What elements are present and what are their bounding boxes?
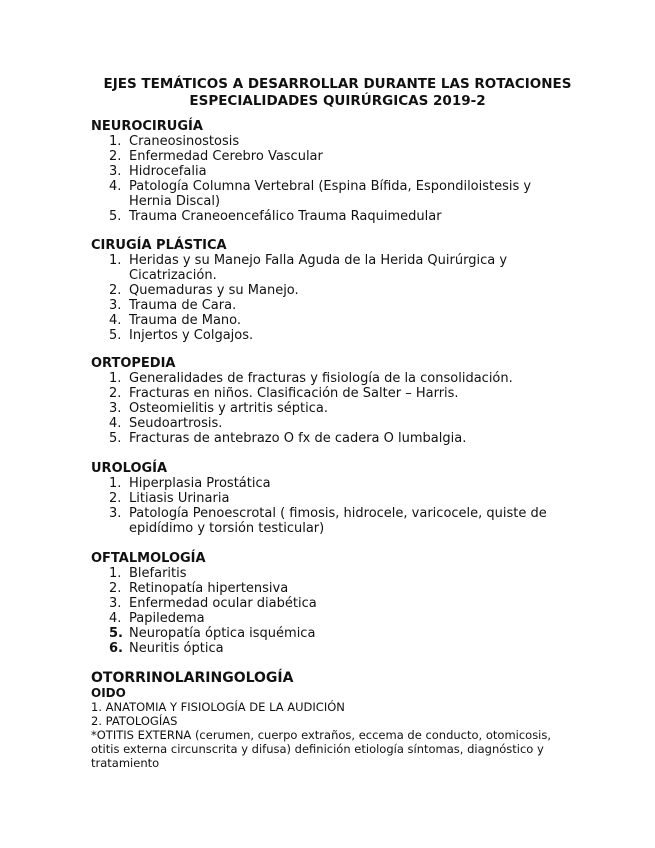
item-text: Enfermedad Cerebro Vascular <box>129 149 323 164</box>
item-text: Papiledema <box>129 611 205 626</box>
list-item <box>91 476 561 491</box>
list-item <box>91 313 561 328</box>
section-oftalmologia <box>91 551 561 656</box>
section-heading: UROLOGÍA <box>91 461 168 476</box>
item-number: 1. <box>109 566 122 581</box>
item-text: Litiasis Urinaria <box>129 491 230 506</box>
item-text: Generalidades de fracturas y fisiología de la consolidación. <box>129 371 513 386</box>
item-text: Fracturas en niños. Clasificación de Salter – Harris. <box>129 386 459 401</box>
section-ortopedia <box>91 356 561 446</box>
section-otorrinolaringologia <box>91 670 571 770</box>
item-number: 1. <box>109 476 122 491</box>
list-item <box>91 506 561 536</box>
list-item <box>91 386 561 401</box>
title-line-1: EJES TEMÁTICOS A DESARROLLAR DURANTE LAS ROTACIONES <box>103 76 572 92</box>
section-heading: OTORRINOLARINGOLOGÍA <box>91 670 294 686</box>
item-number: 3. <box>109 298 122 313</box>
item-number: 2. <box>109 283 122 298</box>
item-number: 3. <box>109 506 122 521</box>
item-number: 3. <box>109 164 122 179</box>
list-item <box>91 641 561 656</box>
item-number: 2. <box>109 581 122 596</box>
item-text: Patología Columna Vertebral (Espina Bífida, Espondiloistesis y Hernia Discal) <box>129 179 532 209</box>
item-number: 1. <box>109 253 122 268</box>
item-number: 1. <box>109 134 122 149</box>
list-item <box>91 371 561 386</box>
item-number: 5. <box>109 431 122 446</box>
item-number: 1. <box>109 371 122 386</box>
list-item <box>91 283 561 298</box>
section-urologia <box>91 461 561 536</box>
section-heading: OFTALMOLOGÍA <box>91 551 206 566</box>
list-item <box>91 491 561 506</box>
item-text: Injertos y Colgajos. <box>129 328 254 343</box>
list-item <box>91 328 561 343</box>
item-text: Hiperplasia Prostática <box>129 476 271 491</box>
item-number: 3. <box>109 401 122 416</box>
list-item <box>91 626 561 641</box>
item-text: Seudoartrosis. <box>129 416 223 431</box>
item-number: 5. <box>109 209 122 224</box>
subsection-heading-oido: OIDO <box>91 686 126 700</box>
title-line-2: ESPECIALIDADES QUIRÚRGICAS 2019-2 <box>189 93 486 109</box>
item-text: Hidrocefalia <box>129 164 207 179</box>
item-text: Neuritis óptica <box>129 641 224 656</box>
list-item <box>91 298 561 313</box>
item-number: 5. <box>109 626 123 641</box>
section-cirugia-plastica <box>91 238 561 343</box>
item-text: Heridas y su Manejo Falla Aguda de la Herida Quirúrgica y Cicatrización. <box>129 253 508 283</box>
oido-topic-2: 2. PATOLOGÍAS <box>91 714 178 728</box>
list-item <box>91 164 561 179</box>
section-heading: NEUROCIRUGÍA <box>91 119 203 134</box>
list-item <box>91 611 561 626</box>
item-number: 2. <box>109 491 122 506</box>
list-item <box>91 431 561 446</box>
item-text: Trauma de Cara. <box>129 298 237 313</box>
topic-list <box>91 566 561 656</box>
item-number: 6. <box>109 641 123 656</box>
list-item <box>91 596 561 611</box>
item-number: 4. <box>109 416 122 431</box>
item-text: Neuropatía óptica isquémica <box>129 626 316 641</box>
item-number: 3. <box>109 596 122 611</box>
list-item <box>91 253 561 283</box>
list-item <box>91 401 561 416</box>
section-neurocirugia <box>91 119 561 224</box>
item-text: Blefaritis <box>129 566 187 581</box>
item-number: 4. <box>109 313 122 328</box>
section-heading: CIRUGÍA PLÁSTICA <box>91 238 227 253</box>
document-title <box>60 76 615 110</box>
item-text: Retinopatía hipertensiva <box>129 581 289 596</box>
list-item <box>91 416 561 431</box>
topic-list <box>91 253 561 343</box>
list-item <box>91 209 561 224</box>
item-number: 4. <box>109 179 122 194</box>
item-number: 2. <box>109 149 122 164</box>
list-item <box>91 566 561 581</box>
list-item <box>91 134 561 149</box>
item-number: 2. <box>109 386 122 401</box>
item-text: Craneosinostosis <box>129 134 240 149</box>
item-text: Patología Penoescrotal ( fimosis, hidrocele, varicocele, quiste de epidídimo y torsión testicular) <box>129 506 547 536</box>
topic-list <box>91 134 561 224</box>
section-heading: ORTOPEDIA <box>91 356 176 371</box>
item-number: 4. <box>109 611 122 626</box>
item-text: Trauma de Mano. <box>129 313 242 328</box>
item-text: Fracturas de antebrazo O fx de cadera O lumbalgia. <box>129 431 467 446</box>
item-text: Trauma Craneoencefálico Trauma Raquimedular <box>129 209 442 224</box>
item-number: 5. <box>109 328 122 343</box>
list-item <box>91 581 561 596</box>
item-text: Osteomielitis y artritis séptica. <box>129 401 328 416</box>
oido-topic-1: 1. ANATOMIA Y FISIOLOGÍA DE LA AUDICIÓN <box>91 700 345 714</box>
otitis-externa-text: *OTITIS EXTERNA (cerumen, cuerpo extraños, eccema de conducto, otomicosis, otitis externa circunscrita y difusa) definición etiología síntomas, diagnóstico y tratamiento <box>91 728 552 770</box>
topic-list <box>91 476 561 536</box>
item-text: Quemaduras y su Manejo. <box>129 283 299 298</box>
topic-list <box>91 371 561 446</box>
item-text: Enfermedad ocular diabética <box>129 596 317 611</box>
list-item <box>91 179 561 209</box>
list-item <box>91 149 561 164</box>
